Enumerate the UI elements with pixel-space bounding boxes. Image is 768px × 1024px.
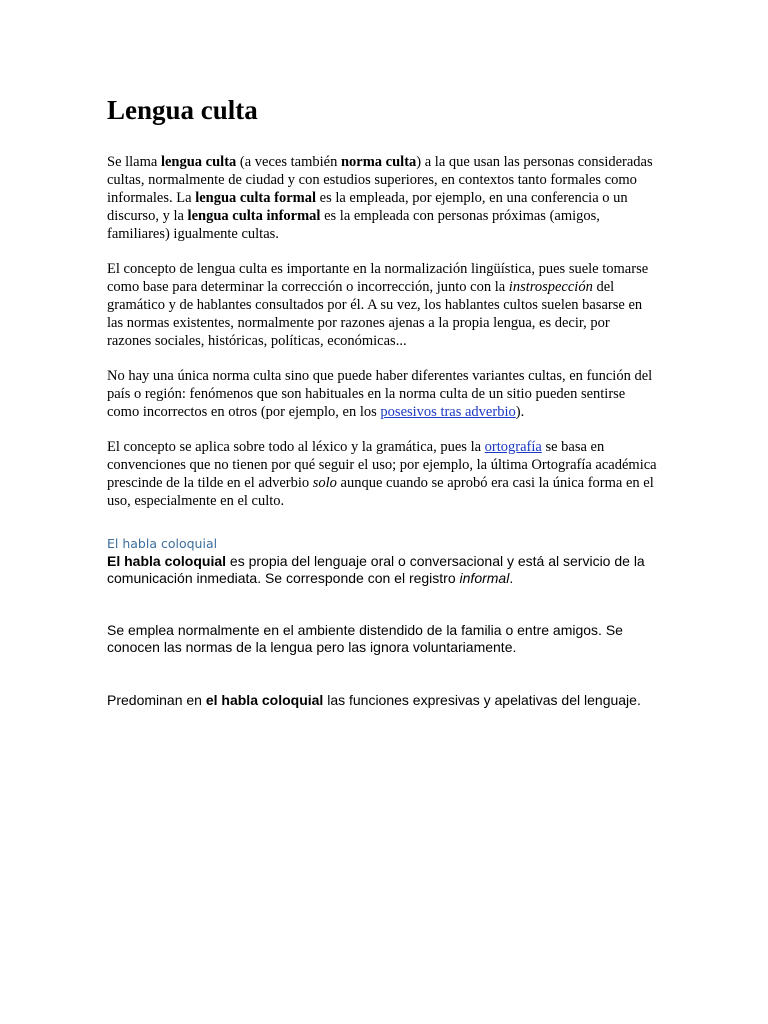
bold-term: el habla coloquial [205,692,324,708]
text: las funciones expresivas y apelativas del lenguaje. [323,692,641,708]
section-heading-habla-coloquial: El habla coloquial [107,536,218,551]
bold-term: lengua culta formal [195,190,317,206]
italic-term: informal [459,570,510,586]
text: aunque cuando se aprobó era casi la única forma en el uso, especialmente en el culto. [107,475,654,509]
text: No hay una única norma culta sino que puede haber diferentes variantes cultas, en función del país o región: fenómenos que son habituales en la norma culta de un sitio pueden sentirse como incorrectos en otros (por ejemplo, en los [107,368,653,420]
paragraph-ambiente [107,622,657,656]
text: (a veces también [236,154,341,170]
text: . [509,570,514,586]
text: es propia del lenguaje oral o conversacional y está al servicio de la comunicación inmediata. Se corresponde con el registro [107,553,645,586]
text: es la empleada con personas próximas (amigos, familiares) igualmente cultas. [107,208,600,242]
paragraph-lexicon [107,438,657,510]
text: ) a la que usan las personas consideradas cultas, normalmente de ciudad y con estudios superiores, en contextos tanto formales como informales. La [107,154,653,206]
link-ortografia[interactable]: ortografía [484,439,542,455]
text: Se llama [107,154,161,170]
italic-term: solo [312,475,337,491]
paragraph-funciones [107,692,657,709]
text: es la empleada, por ejemplo, en una conferencia o un discurso, y la [107,190,628,224]
text: ). [515,404,525,420]
text: El concepto se aplica sobre todo al léxico y la gramática, pues la [107,439,485,455]
text: se basa en convenciones que no tienen por qué seguir el uso; por ejemplo, la última Ortografía académica prescinde de la tilde en el adverbio [107,439,657,491]
paragraph-normalization [107,260,657,350]
document-body [107,92,657,709]
text: del gramático y de hablantes consultados por él. A su vez, los hablantes cultos suelen basarse en las normas existentes, normalmente por razones ajenas a la propia lengua, es decir, por razones sociales, históricas, políticas, económicas... [107,279,643,349]
page-title: Lengua culta [107,95,258,125]
paragraph-definition [107,153,657,243]
bold-term: lengua culta [160,154,237,170]
paragraph-habla-coloquial [107,553,657,587]
text: El concepto de lengua culta es importante en la normalización lingüística, pues suele tomarse como base para determinar la corrección o incorrección, junto con la [107,261,649,295]
bold-term: El habla coloquial [107,553,227,569]
bold-term: lengua culta informal [187,208,321,224]
text: Predominan en [107,692,206,708]
paragraph-variants [107,367,657,421]
italic-term: instrospección [508,279,593,295]
text: Se emplea normalmente en el ambiente distendido de la familia o entre amigos. Se conocen las normas de la lengua pero las ignora voluntariamente. [107,622,623,655]
bold-term: norma culta [340,154,417,170]
link-posesivos-tras-adverbio[interactable]: posesivos tras adverbio [380,404,516,420]
